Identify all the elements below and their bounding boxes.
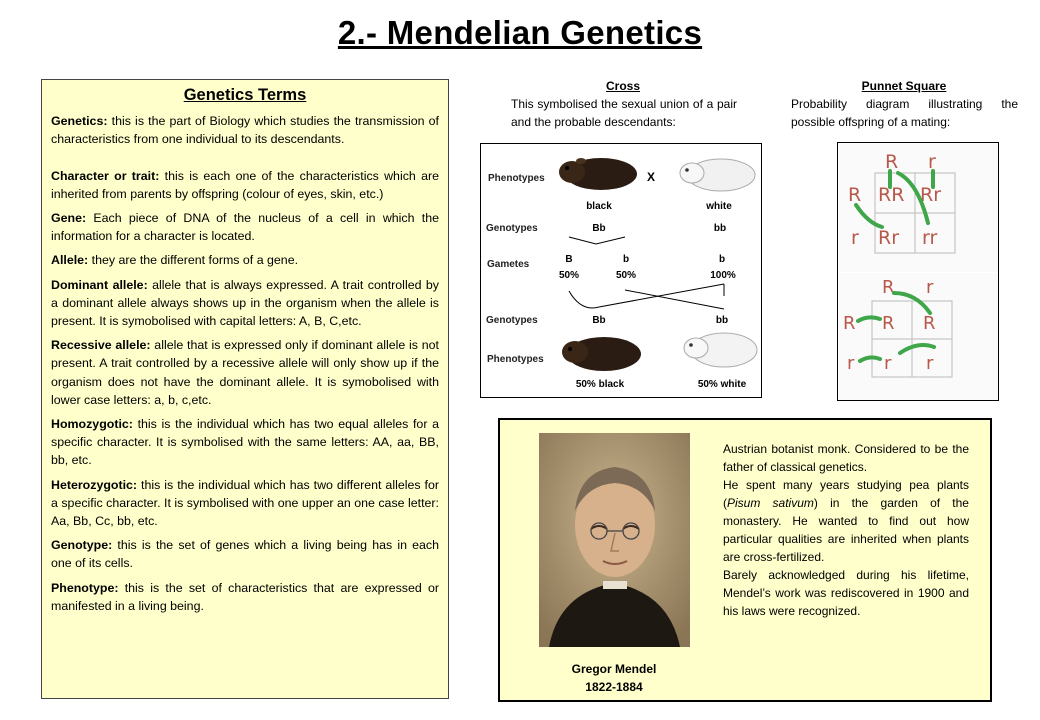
term-genetics: Genetics: this is the part of Biology which studies the transmission of characteristics from one individual to its descendants. (51, 114, 439, 147)
gamete-B: B (565, 254, 573, 265)
term-dominant-allele: Dominant allele: allele that is always expressed. A trait controlled by a dominant allele always shows up in the organism when the allele is present. It is symobolised with capital letters: A, B, C,etc. (51, 277, 439, 329)
black-guinea-pig-icon (559, 158, 637, 190)
white-offspring-icon (684, 333, 757, 367)
punnett-bottom-col-2: r (926, 277, 934, 298)
gamete-b-2: b (718, 254, 726, 265)
punnett-bottom-col-1: R (882, 277, 895, 298)
mendel-caption (500, 660, 728, 696)
bio-paragraph-2: He spent many years studying pea plants (Pisum sativum) in the garden of the monastery. He wanted to find out how particular qualities are inherited when plants are cross-fertilized. (723, 478, 969, 564)
term-genotype: Genotype: this is the set of genes which a living being has in each one of its cells. (51, 538, 439, 571)
label-genotypes: Genotypes (486, 223, 538, 234)
label-genotypes-offspring: Genotypes (486, 315, 538, 326)
terms-heading: Genetics Terms (183, 86, 307, 104)
punnett-bottom-cell-3: r (884, 353, 892, 374)
term-allele: Allele: they are the different forms of a gene. (51, 253, 299, 268)
term-homozygotic: Homozygotic: this is the individual which has two equal alleles for a specific character. It is symbolised with the same letters: AA, aa, BB, bb, etc. (51, 417, 439, 468)
cross-symbol: X (647, 170, 656, 184)
punnett-top-cell-4: rr (922, 227, 938, 249)
punnett-description: Probability diagram illustrating the possible offspring of a mating: (791, 97, 1018, 129)
punnett-top-cell-3: Rr (878, 227, 900, 249)
label-gametes: Gametes (487, 259, 530, 270)
punnett-top-row-2: r (851, 227, 859, 249)
gamete-B-percent: 50% (558, 270, 579, 281)
mendel-biography (723, 440, 969, 620)
label-phenotypes: Phenotypes (488, 173, 545, 184)
gamete-b-1: b (622, 254, 630, 265)
parent2-genotype: bb (713, 223, 727, 234)
punnett-top-row-1: R (848, 184, 862, 206)
punnett-square (837, 142, 999, 401)
term-phenotype: Phenotype: this is the set of characteristics that are expressed or manifested in a living being. (51, 580, 439, 613)
white-guinea-pig-icon (680, 159, 755, 191)
genetics-terms-panel (41, 79, 449, 699)
punnett-top-col-2: r (928, 151, 936, 173)
parent2-phenotype: white (706, 201, 732, 212)
mendel-name: Gregor Mendel (571, 662, 657, 676)
punnett-top-cell-1: RR (878, 184, 905, 206)
term-recessive-allele: Recessive allele: allele that is expressed only if dominant allele is not present. A trait controlled by a recessive allele will only show up if the organism does not have the dominant allele. It is symobolised with lower case letters: a, b, c,etc. (51, 338, 439, 407)
parent1-phenotype: black (586, 201, 612, 212)
cross-heading: Cross (605, 79, 640, 93)
punnett-top-col-1: R (885, 151, 899, 173)
page-title: 2.- Mendelian Genetics (337, 14, 703, 51)
gregor-mendel-portrait (539, 433, 690, 647)
punnett-bottom-cell-4: r (926, 353, 934, 374)
offspring1-phenotype: 50% black (575, 379, 625, 390)
species-name: Pisum sativum (727, 496, 814, 510)
punnett-bottom-cell-2: R (923, 313, 936, 334)
term-gene: Gene: Each piece of DNA of the nucleus of a cell in which the information for a character is located. (51, 211, 439, 244)
mendel-years: 1822-1884 (585, 680, 643, 694)
punnett-bottom-row-2: r (847, 353, 855, 374)
cross-diagram (480, 143, 762, 398)
offspring1-genotype: Bb (592, 315, 606, 326)
parent1-genotype: Bb (592, 223, 606, 234)
bio-paragraph-1: Austrian botanist monk. Considered to be the father of classical genetics. (723, 442, 969, 474)
gamete-b-percent: 50% (615, 270, 636, 281)
offspring2-phenotype: 50% white (697, 379, 747, 390)
label-phenotypes-offspring: Phenotypes (487, 354, 544, 365)
gamete-b2-percent: 100% (710, 270, 736, 281)
black-offspring-icon (562, 337, 641, 371)
punnett-drawing (838, 143, 999, 401)
bio-paragraph-3: Barely acknowledged during his lifetime, Mendel’s work was rediscovered in 1900 and his laws were recognized. (723, 568, 969, 618)
cross-description: This symbolised the sexual union of a pair and the probable descendants: (511, 97, 737, 129)
punnett-heading: Punnet Square (861, 79, 947, 93)
term-character: Character or trait: this is each one of the characteristics which are inherited from parents by offspring (colour of eyes, skin, etc.) (51, 168, 439, 201)
punnett-bottom-cell-1: R (882, 313, 895, 334)
punnett-bottom-row-1: R (843, 313, 856, 334)
term-heterozygotic: Heterozygotic: this is the individual which has two different alleles for a specific character. It is symbolised with one upper an one case letter: Aa, Bb, Cc, bb, etc. (51, 477, 439, 529)
mendel-panel (498, 418, 992, 702)
punnett-top-cell-2: Rr (920, 184, 942, 206)
offspring2-genotype: bb (715, 315, 729, 326)
